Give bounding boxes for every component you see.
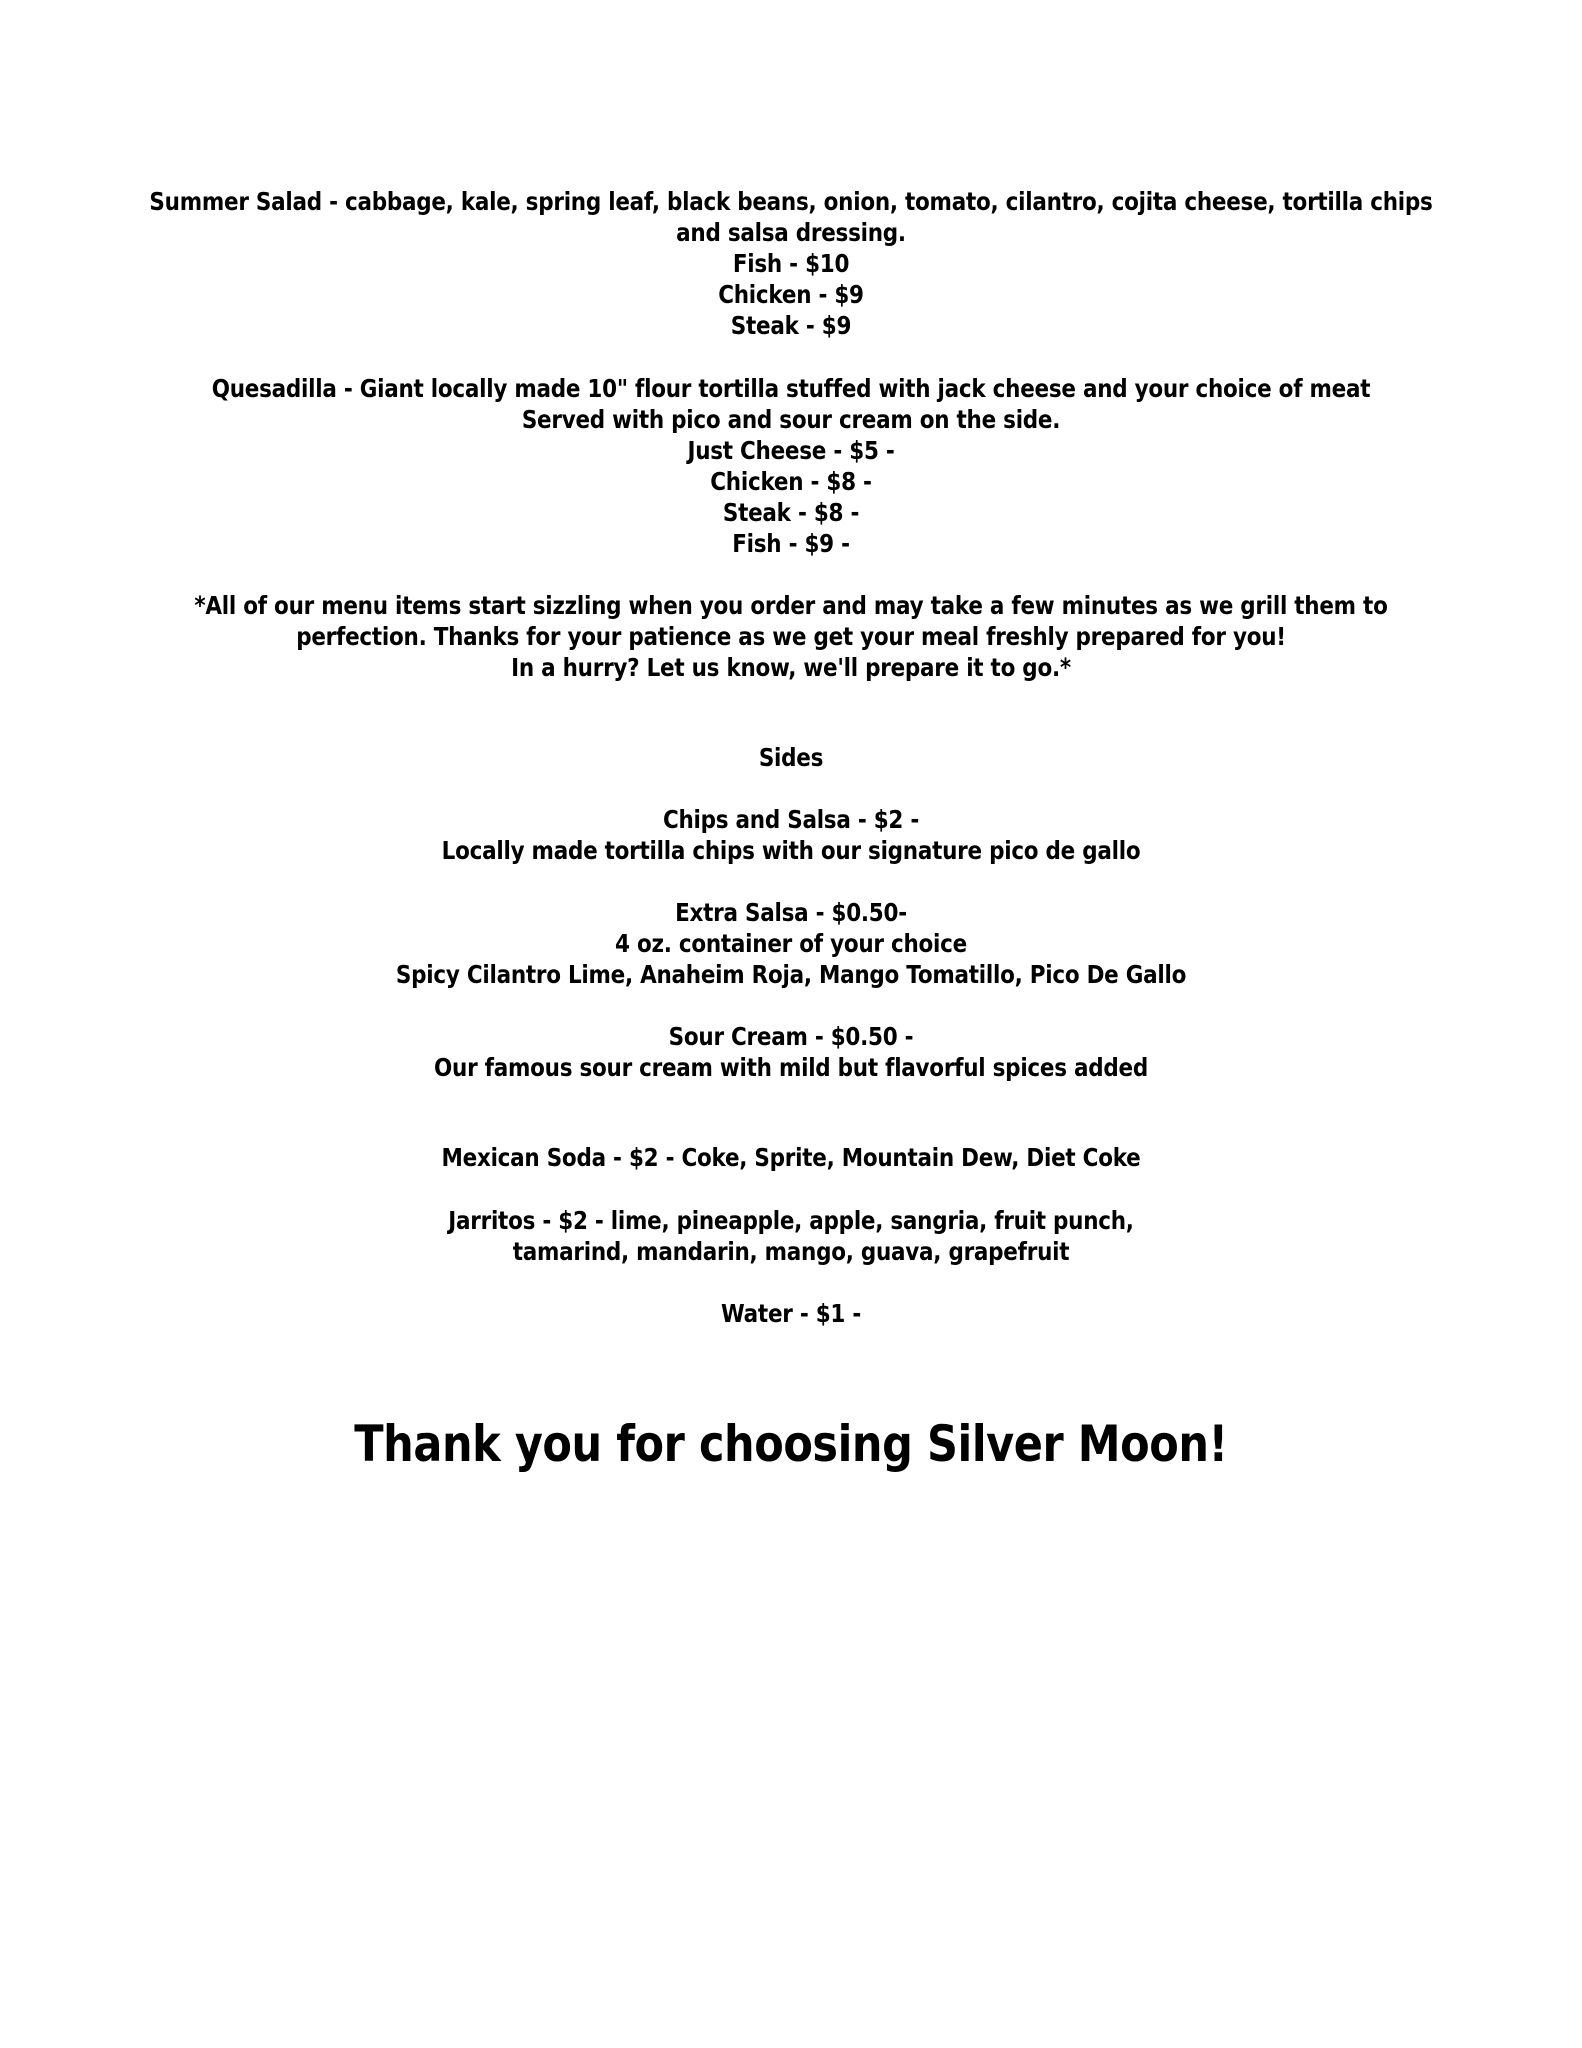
water-item: Water - $1 - (720, 1299, 862, 1328)
quesadilla-option-chicken: Chicken - $8 - (710, 467, 872, 496)
quesadilla-option-fish: Fish - $9 - (732, 529, 850, 558)
summer-salad-description-cont: and salsa dressing. (676, 218, 906, 247)
extra-salsa-choices: Spicy Cilantro Lime, Anaheim Roja, Mango Tomatillo, Pico De Gallo (395, 960, 1187, 989)
extra-salsa-title: Extra Salsa - $0.50- (675, 898, 907, 927)
summer-salad-option-chicken: Chicken - $9 (718, 280, 864, 309)
sour-cream-description: Our famous sour cream with mild but flavorful spices added (434, 1053, 1148, 1082)
mexican-soda-item: Mexican Soda - $2 - Coke, Sprite, Mountain Dew, Diet Coke (441, 1143, 1141, 1172)
thank-you-message: Thank you for choosing Silver Moon! (354, 1415, 1228, 1473)
quesadilla-option-cheese: Just Cheese - $5 - (687, 436, 895, 465)
summer-salad-option-fish: Fish - $10 (732, 249, 850, 278)
sour-cream-title: Sour Cream - $0.50 - (668, 1022, 914, 1051)
summer-salad-description: Summer Salad - cabbage, kale, spring leaf, black beans, onion, tomato, cilantro, cojita cheese, tortilla chips (149, 187, 1433, 216)
extra-salsa-description: 4 oz. container of your choice (615, 929, 967, 958)
order-note-line: In a hurry? Let us know, we'll prepare it to go.* (511, 653, 1071, 682)
jarritos-item: Jarritos - $2 - lime, pineapple, apple, sangria, fruit punch, (448, 1206, 1134, 1235)
quesadilla-description: Quesadilla - Giant locally made 10" flour tortilla stuffed with jack cheese and your choice of meat (211, 374, 1371, 403)
order-note-line: *All of our menu items start sizzling when you order and may take a few minutes as we grill them to (194, 591, 1388, 620)
summer-salad-option-steak: Steak - $9 (730, 311, 852, 340)
quesadilla-description-cont: Served with pico and sour cream on the side. (521, 405, 1061, 434)
chips-and-salsa-title: Chips and Salsa - $2 - (662, 805, 920, 834)
sides-heading: Sides (758, 743, 824, 772)
chips-and-salsa-description: Locally made tortilla chips with our signature pico de gallo (441, 836, 1141, 865)
quesadilla-option-steak: Steak - $8 - (722, 498, 860, 527)
order-note-line: perfection. Thanks for your patience as we get your meal freshly prepared for you! (296, 622, 1286, 651)
jarritos-item-cont: tamarind, mandarin, mango, guava, grapefruit (512, 1237, 1070, 1266)
